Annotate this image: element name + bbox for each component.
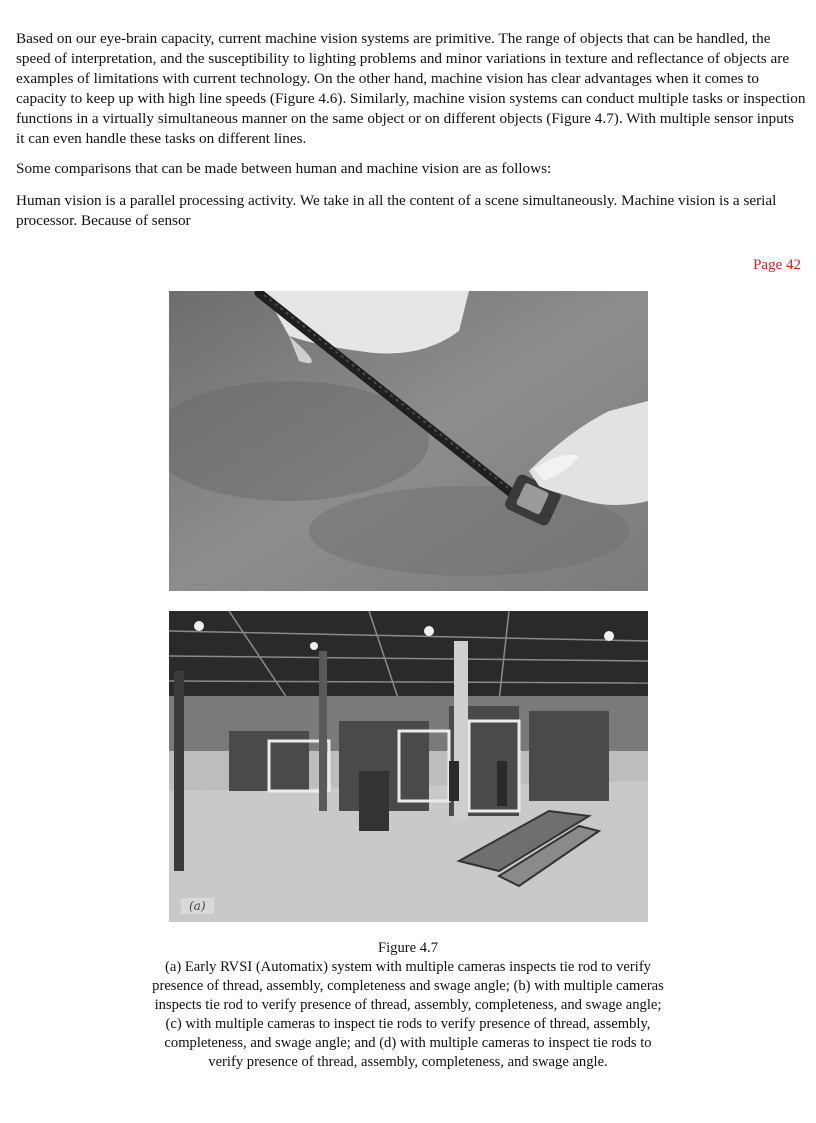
photo-label: (a) [181, 898, 214, 914]
body-paragraph-1: Based on our eye-brain capacity, current machine vision systems are primitive. The range of objects that can be handled, the speed of interpretation, and the susceptibility to lighting problems and minor variations in texture and reflectance of objects are examples of limitations with current technology. On the other hand, machine vision has clear advantages when it comes to capacity to keep up with high line speeds (Figure 4.6). Similarly, machine vision systems can conduct multiple tasks or inspection functions in a virtually simultaneous manner on the same object or on different objects (Figure 4.7). With multiple sensor inputs it can even handle these tasks on different lines. [16, 30, 806, 147]
figure-caption-text: (a) Early RVSI (Automatix) system with multiple cameras inspects tie rod to verify presence of thread, assembly, completeness and swage angle; (b) with multiple cameras inspects tie rod to verify presence of thread, assembly, completeness, and swage angle; (c) with multiple cameras to inspect tie rods to verify presence of thread, assembly, completeness, and swage angle; and (d) with multiple cameras to inspect tie rods to verify presence of thread, assembly, completeness, and swage angle. [152, 959, 664, 1070]
factory-floor-illustration [169, 611, 648, 922]
body-paragraph-2: Some comparisons that can be made between human and machine vision are as follows: [16, 160, 552, 177]
inspection-system-photo [169, 611, 648, 922]
tie-rod-photo [169, 291, 648, 591]
body-paragraph-3: Human vision is a parallel processing activity. We take in all the content of a scene simultaneously. Machine vision is a serial processor. Because of sensor [16, 192, 777, 229]
figure-caption [150, 939, 666, 1072]
figure-title: Figure 4.7 [378, 940, 438, 956]
tie-rod-illustration [169, 291, 648, 591]
page-number: Page 42 [753, 257, 801, 273]
